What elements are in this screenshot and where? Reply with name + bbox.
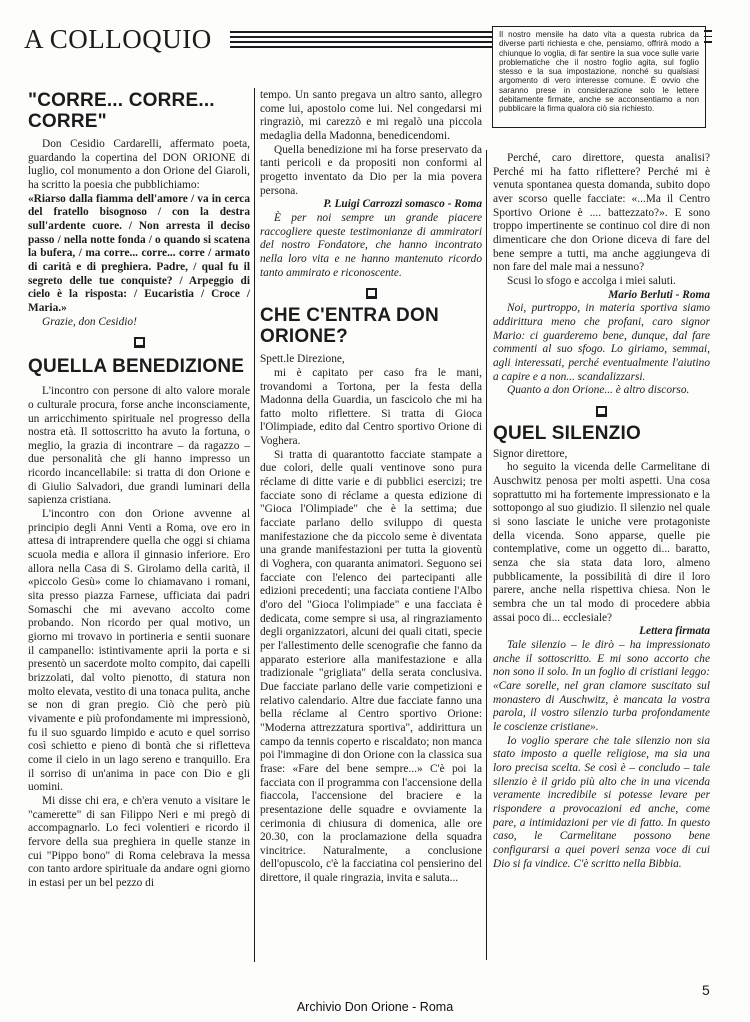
page-number: 5 [702, 982, 710, 998]
centra-salutation: Spett.le Direzione, [260, 353, 345, 366]
header-rule-lines [230, 31, 492, 49]
centra-paragraph-4: Scusi lo sfogo e accolga i miei saluti. [507, 274, 676, 287]
corre-title: "CORRE... CORRE... CORRE" [28, 90, 215, 132]
box-decoration [704, 30, 712, 50]
column-1 [28, 90, 250, 962]
benedizione-paragraph-2: L'incontro con don Orione avvenne al principio degli Anni Venti a Roma, ove ero in attesa di intraprendere quella che oggi si chiama scuola media e allora il ginnasio inferiore. Ero allora nella Casa di S. Girolamo della carità, il «piccolo Gesù» come lo chiamavano i romani, sita presso piazza Farnese, ufficiata dai padri Somaschi che mi avevano accolto come probando. Non ricordo per qual motivo, un giorno mi trovavo in portineria e sentii suonare il campanello: istintivamente aprii la porta e si presentò un sacerdote molto compito, dai capelli brizzolati, dal volto pienotto, di statura non molto elevata, vestito di una tonaca pulita, anche se non di gran pregio. Ciò che però più vivamente e più profondamente mi impressionò, fu il suo sguardo limpido e acuto e quel sorriso così schietto e pieno di bontà che si rifletteva come il cielo in un lago sereno e tranquillo. Era il sorriso di un'anima in pace con Dio e gli uomini. [28, 508, 250, 794]
centra-paragraph-2: Si tratta di quarantotto facciate stampate a due colori, delle quali ventinove sono pura réclame di ditte varie e di pubblici esercizi; tre facciate sono di réclame a questa edizione di "Gioca l'Olimpiade" che è la settima; due facciate parlano dello sviluppo di questa manifestazione che da piccolo seme è diventata una grande manifestazioni per tutta la gioventù di Voghera, con quaranta animatori. Seguono sei facciate con l'elenco dei partecipanti alle edizioni precedenti; una facciata contiene l'Albo d'oro del "Gioca l'olimpiade" e una facciata è dedicata, come sempre si usa, al ringraziamento degli organizzatori, alcuni dei quali citati, specie per l'allestimento delle scenografie che fanno da apparato esteriore alla manifestazione e alla tradizionale "grigliata" della serata conclusiva. Due facciate parlano delle varie competizioni e relativo calendario. Altre due facciate fanno una bella réclame al Centro sportivo Orione: "Moderna attrezzatura sportiva", addirittura un campo da tennis coperto e riscaldato; non manca poi l'immagine di don Orione con la classica sua frase: «Fare del bene sempre...» C'è poi la facciata con il programma con l'accensione della fiaccola, l'accensione del braciere e la presentazione delle squadre e ovviamente la cerimonia di chiusura di domenica, alle ore 20.30, con la proclamazione della squadra vincitrice. Naturalmente, a conclusione dell'opuscolo, c'è la facciatina col pensierino del direttore, il quale ringrazia, invita e saluta... [260, 448, 482, 885]
archive-footer: Archivio Don Orione - Roma [296, 1000, 454, 1014]
silenzio-signature: Lettera firmata [639, 625, 710, 638]
benedizione-paragraph-4: tempo. Un santo pregava un altro santo, allegro come lui, apostolo come lui. Nel congedarsi mi ringraziò, mi carezzò e mi regalò una piccola medaglia della Madonna, benedicendomi. [260, 89, 482, 142]
centra-paragraph-3: Perché, caro direttore, questa analisi? Perché mi ha fatto riflettere? Perché mi è venuta spontanea questa domanda, subito dopo aver scorso quelle facciate: «...Ma il Centro Sportivo Orione è .... battezzato?». E sono troppo impertinente se continuo col dire di non dimenticare che don Orione diceva di fare del bene sempre a tutti, ma anche aggiungeva di non fare del male mai a nessuno? [493, 152, 710, 274]
rubric-title: A COLLOQUIO [24, 24, 212, 54]
benedizione-title: QUELLA BENEDIZIONE [28, 356, 245, 378]
column-divider-1 [254, 88, 255, 962]
silenzio-paragraph-1: ho seguito la vicenda delle Carmelitane di Auschwitz penosa per molti aspetti. Una cosa soprattutto mi ha fortemente impressionato e la sottopongo al suo giudizio. Il silenzio nel quale si sono lasciate le uniche vere protagoniste della vicenda. Sono apparse, quelle pie contemplative, come un oggetto di... baratto, senza che sia stata data loro, almeno pubblicamente, la possibilità di dire il loro parere, anche nella rispettiva chiesa. Non le sembra che un tal modo di procedere abbia assai poco di... ecclesiale? [493, 461, 710, 624]
column-divider-2 [486, 150, 487, 960]
centra-signature: Mario Berluti - Roma [608, 288, 710, 301]
column-3 [493, 152, 710, 962]
corre-thanks: Grazie, don Cesidio! [42, 315, 137, 328]
benedizione-signature: P. Luigi Carrozzi somasco - Roma [323, 198, 482, 211]
benedizione-paragraph-1: L'incontro con persone di alto valore morale o culturale procura, forse anche inconsciamente, un arricchimento spirituale nel progresso della nostra età. Il sottoscritto ha avuto la fortuna, o meglio, la grazia di incontrare – da ragazzo – due personalità che gli hanno impresso un ricordo incancellabile: si tratta di don Orione e di Giulio Salvadori, due grandi luminari della sapienza cristiana. [28, 385, 250, 507]
rubric-info-box: Il nostro mensile ha dato vita a questa rubrica da diverse parti richiesta e che, pensiamo, offrirà modo a chiunque lo voglia, di far sentire la sua voce sulle varie problematiche che il nostro foglio agita, sul foglio stesso e la sua impostazione, nonché su qualsiasi argomento di vero interesse comune. È ovvio che saranno prese in considerazione solo le lettere debitamente firmate, anche se acconsentiamo a non pubblicare la firma qualora ciò sia richiesto. [492, 26, 706, 128]
section-separator-marker [134, 337, 145, 348]
section-separator-marker [596, 406, 607, 417]
benedizione-paragraph-5: Quella benedizione mi ha forse preservato da tanti pericoli e da propositi non conformi al progetto inventato da Dio per la mia povera persona. [260, 143, 482, 197]
silenzio-editor-reply-1: Tale silenzio – le dirò – ha impressionato anche il sottoscritto. E mi sono accorto che non sono il solo. In un foglio di cristiani leggo: «Care sorelle, nel gran clamore suscitato sul monastero di Auschwitz, è mancata la vostra parola, il vostro silenzio turba profondamente le coscienze cristiane». [493, 639, 710, 733]
benedizione-editor-reply: È per noi sempre un grande piacere raccogliere queste testimonianze di ammiratori del nostro Fondatore, che hanno incontrato nella loro vita e ne hanno mantenuto ricordo tanto ammirato e riconoscente. [260, 211, 482, 279]
section-separator-marker [366, 288, 377, 299]
rubric-header [24, 22, 494, 62]
silenzio-editor-reply-2: Io voglio sperare che tale silenzio non sia stato imposto a quelle religiose, ma sia una loro precisa scelta. Se così è – concludo – tale silenzio è il grido più alto che in una vicenda veramente incredibile si potesse levare per rispondere a provocazioni ed anche, come pare, a intimidazioni per vie di fatto. In questo caso, le Carmelitane possono bene configurarsi a quei poveri senza voce di cui Dio si fa vindice. C'è scritto nella Bibbia. [493, 734, 710, 870]
column-2 [260, 89, 482, 963]
centra-paragraph-1: mi è capitato per caso fra le mani, trovandomi a Tortona, per la festa della Madonna della Guardia, un fascicolo che mi ha fatto molto riflettere. Si tratta di Gioca l'Olimpiade, edito dal Centro sportivo Orione di Voghera. [260, 366, 482, 448]
centra-editor-reply-1: Noi, purtroppo, in materia sportiva siamo addirittura meno che profani, caro signor Mario: ci guarderemo bene, dunque, dal fare commenti al suo sfogo. Lo giriamo, semmai, agli interessati, perché eventualmente l'aiutino a capire e a non... scandalizzarsi. [493, 302, 710, 383]
silenzio-title: QUEL SILENZIO [493, 422, 641, 444]
silenzio-salutation: Signor direttore, [493, 447, 568, 460]
centra-title: CHE C'ENTRA DON ORIONE? [260, 305, 439, 348]
benedizione-paragraph-3: Mi disse chi era, e ch'era venuto a visitare le "camerette" di san Filippo Neri e mi pregò di accompagnarlo. Lo feci volentieri e ricordo il fervore della sua preghiera in quelle stanze in cui "Pippo bono" di Roma celebrava la messa con tanto ardore spirituale da andare ogni giorno in estasi per un bel pezzo di [28, 794, 250, 889]
corre-poem: «Riarso dalla fiamma dell'amore / va in cerca del fratello bisognoso / con la destra sull'ardente cuore. / Non arresta il deciso passo / nella notte fonda / o quando si scatena la bufera, / ma corre... corre... corre / armato di carità e di preghiera. Padre, / qual fu il segreto delle tue conquiste? / Arpeggio di cielo è la risposta: / Eucaristia / Croce / Maria.» [28, 192, 250, 314]
centra-editor-reply-2: Quanto a don Orione... è altro discorso. [507, 384, 690, 397]
corre-intro: Don Cesidio Cardarelli, affermato poeta, guardando la copertina del DON ORIONE di luglio, col monumento a don Orione del Giaroli, ha scritto la poesia che pubblichiamo: [28, 138, 250, 191]
